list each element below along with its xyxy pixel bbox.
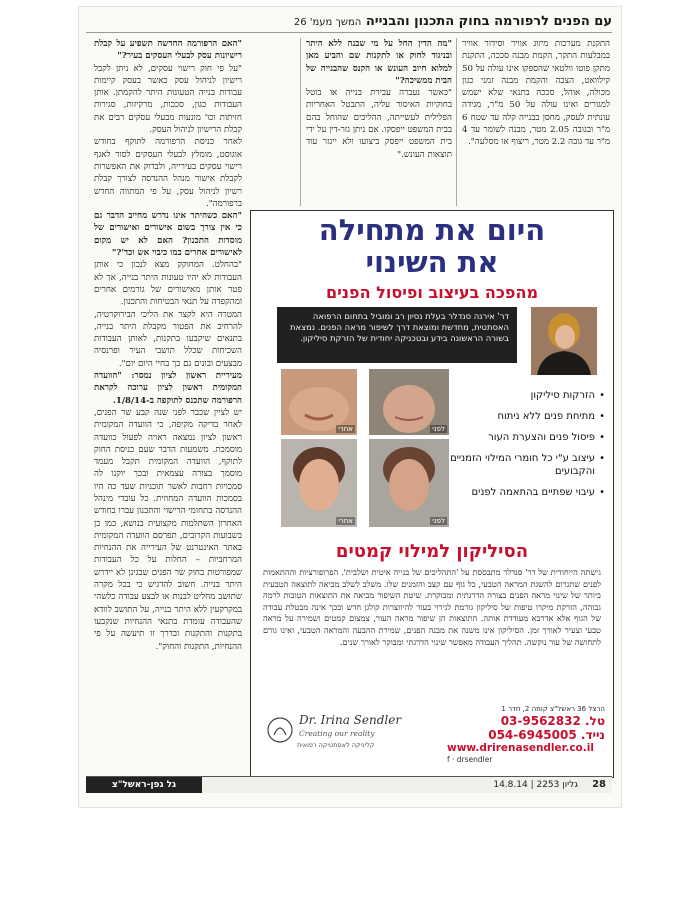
article-text: לאחר כניסת הרפורמה לתוקף בחודש אוגוסט, מומלץ לבעלי העסקים לסור לאגף רישוי עסקים בעירייה, ולבדוק את האפשרות לקבלת אישור מנהל ההנדסה לצורך קבלת רשיון לניהול עסק, על פי המתווה החדש ברפורמה". [94,137,242,209]
portrait-image [531,307,597,375]
issue-info: גליון 2253 | 14.8.14 [493,780,578,790]
after-photo-1 [281,369,357,435]
column-divider [456,38,457,206]
photo-label: אחרי [338,425,353,433]
service-item: • מתיחת פנים ללא ניתוח [497,411,605,422]
logo-icon [265,715,295,745]
article-question: "האם הרפורמה החדשה תשפיע על קבלת רישיונות עסק לבעלי העסקים בעיר?" [94,39,242,62]
article-text: יש לציין שכבר לפני שנה קבע שר הפנים, לאחר בדיקה מקיפה, כי הוועדה המקומית ראשון לציון נמצאה ראויה לפעול כוועדה מוסמכת. משמעות הדבר שעם כניסת החוק לתוקף, הוועדה המקומית תקבל מעמד מוסמך בצורה עצמאית ובכך יוקנו לה סמכויות רחבות לאשר תוכניות שעד כה היו בסמכות הוועדה המחוזית. כל עובדי מינהל ההנדסה בתחומי הרישוי והתכנון עברו בחודש האחרון השתלמות מקצועית בנושא, כמו כן בשבועות הקרובים, תפרסם הוועדה המקומית באתר האינטרנט של העירייה את ההנחיות המרחביות – החלות על כל העבודות שמפורטות בחוק שר הפנים שבגינן לא יידרש היתר בנייה. חשוב להדגיש כי בכל מקרה שתושב מחליט לבנות או לבצע עבודה כלשהי במקרקעין ללא היתר בנייה, על התושב לוודא שהעבודה עומדת בתנאי ההנחיות שנקבעו בתקנות והתקנות ובדרך זו תיעשה על פי ההנחיות, התקנות והחוק". [94,407,242,652]
service-item: • עיצוב ע"י כל חומרי המילוי הזמניים והקבועים [450,453,605,477]
photo-label: לפני [432,425,445,433]
phone-number: טל. 03-9562832 [500,714,605,728]
face-portrait-image [281,439,357,527]
mobile-number: נייד. 054-6945005 [488,728,605,742]
signature-subtitle: קליניקה לאסתטיקה רפואית [297,741,375,749]
services-list [435,389,605,507]
photo-label: אחרי [338,517,353,525]
ad-title-line1: היום את מתחילה [318,213,546,247]
doctor-intro-box: דר' אירנה סנדלר בעלת נסיון רב ומוביל בתחום הרפואה האסתטית, מחדשת ומוצאת דרך לשיפור מראה הפנים. נמצאת בשורה הראשונה בידע ובטכניקה יחודית של הזרקת סיליקון. [277,307,517,363]
newspaper-name: גל גפן-ראשל"צ [86,777,202,793]
ad-subtitle: מהפכה בעיצוב ופיסול הפנים [325,283,539,302]
service-item: • הזרקות סיליקון [530,390,605,401]
article-column-top-right [462,38,610,206]
advertisement [250,210,614,778]
signature-name: Dr. Irina Sendler [299,713,402,727]
article-question: "האם כשהיתר אינו נדרש מחייב הדבר גם כי אין צורך בשום אישורים ואישורים של מוסדות התכנון? האם לא יש מקום לאישורים אחרים כמו כיבוי אש וכד'?" [94,211,242,259]
website-link[interactable]: www.drirenasendler.co.il [447,742,594,754]
photo-label: לפני [432,517,445,525]
page-footer [86,776,612,793]
headline [86,12,612,33]
doctor-portrait [531,307,597,375]
ad-body-text: גישתה הייחודית של דר' סנדלר מתבססת על 'התהליכים של בנייה איטית ושלבית'. הפרופורציות וההתאמות לפנים שתגרום להשגת המראה הטבעי, כל גוף עם קצב והזמנים שלו. משלב לשלב מביאה לתוצאה הטבעית ביותר של שינוי מראה הפנים בצורה הדרגתית ומבוקרת. שיטת השיפור מביאה את התוצאות הטובות לרמה גבוהה, הזרקת מיקרו טיפות של סיליקון גורמת לגירוי בעור להיווצרות קולגן חדש ובכך אינה מבטלת עבודה של הגוף אלא אדרבא מעודדת אותה. התוצאות הן שיפור מראה העור, צמצום קמטים ושמירה על מראה טבעי וצעיר לאורך זמן. הסיליקון אינו משנה את מבנה הפנים, שמירת ההבעה והמראה הטבעי, ואינו גורם לתחושה של עור נוקשה. תהליך העבודה מאפשר שינוי הדרגתי ומבוקר לאורך שנים. [263,567,601,647]
column-divider [300,38,301,206]
article-column-left [94,38,242,772]
service-item: • עיבוי שפתיים בהתאמה לפנים [471,487,605,498]
article-text: התקנת מערכות מיזוג אוויר וסידור אוויר במבלעות התקר, הקמת מבנה סככה, התקנת מתקן פוטו וולטאי שהספקו אינו עולה על 50 קילוואט, הצבה והקמת מבנה זמני כגון מכולה, אוהל, סככה בתנאי שלא ישמש למגורים ואינו עולה על 50 מ"ר, מגידה עונתית לעסק, מחסן בבנייה קלה עד שטח 6 מ"ר ובגובה 2.05 מטר, מבנה לשומר עד 4 מ"ר עד גובה 2.2 מטר, ריצוף או מסלעה". [462,39,610,148]
service-item: • פיסול פנים והצערת העור [488,432,605,443]
contact-block [447,705,605,765]
article-column-top-middle [306,38,452,206]
page-number: 28 [592,779,606,790]
article-text: "בהחלט. המחוקק מצא לנכון כי אותן העבודות לא יהיו טעונות היתר בנייה, אך לא פטר אותן מאישורים של גורמים אחרים ומהקפדה על תנאי הבטיחות והתכנון. [94,260,242,308]
doctor-signature [263,711,402,765]
article-text: "כאשר נעברה עבירת בנייה או בוטל בחוקיות האיסור עליה, התבטל האחריות הפלילית לעשייתה, ההליכים שהוחל בהם בבית המשפט ייפסקו. אם ניתן גזר-דין על ידי בית המשפט ייפסק ביצועו ולא ייגזר עוד תוצאות העונש." [306,88,452,160]
silicon-heading: הסיליקון למילוי קמטים [335,541,529,562]
article-text: המטרה היא לקצר את הליכי הבירוקרטיה, להרחיב את הפטור מקבלת היתר בנייה, בתנאים שיקבעו בתקנות, לאותן העבודות השכיחות שכלל תושבי העיר ופרנסיה מבצעים ובונים גם כך בחיי היום יום". [94,309,242,369]
article-text: "על פי חוק רישוי עסקים, לא ניתן לקבל רישיון לניהול עסק כאשר בעסק קיימות עבודות בנייה הטעונות היתר להקמתן. אותן העבודות כגון, סככות, מרקיזות, סגירות חזיתות וכו' מונעות מבעלי עסקים רבים את קבלת הרישיון לניהול העסק. [94,63,242,136]
headline-text: עם הפנים לרפורמה בחוק התכנון והבנייה [365,14,612,29]
signature-tagline: Creating our reality [299,729,375,738]
clinic-address: הרצל 36 ראשל"צ קומה 2, חדר 1 [501,705,605,713]
ad-title-line2: את השינוי [365,245,499,279]
headline-continued: המשך מעמ' 26 [293,17,362,28]
article-question: מעיריית ראשון לציון נמסר: "הוועדה המקומית ראשון לציון ערוכה לקראת הרפורמה שתכנס לתוקפה ב-1/8/14. [94,371,242,406]
after-photo-2 [281,439,357,527]
facebook-handle: f · drsendler [447,755,493,764]
article-question: "מה הדין החל על מי שבנה ללא היתר ובניגוד לחוק או לתקנות שם והביע מאן למלוא חיוב העונש או הקנס שהבנייה של הבית ממשיכה?" [306,39,452,86]
